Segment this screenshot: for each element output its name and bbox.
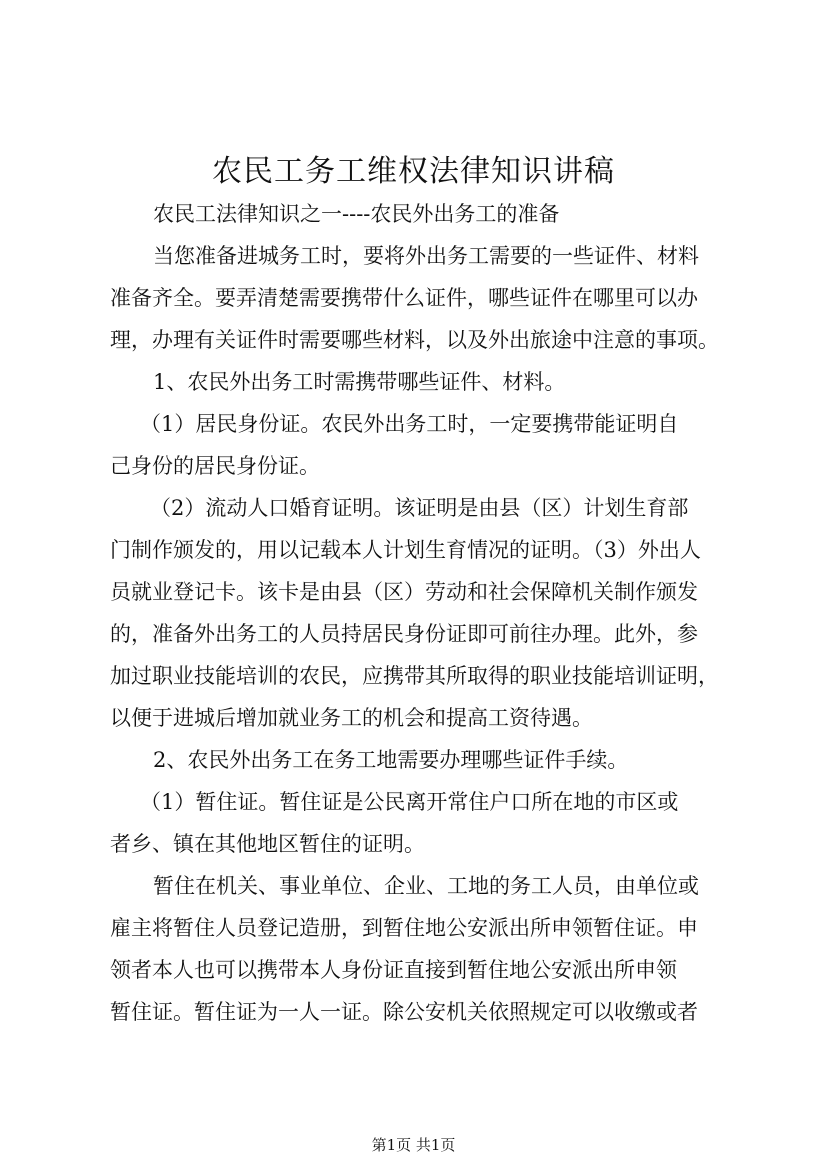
paragraph-line: 准备齐全。要弄清楚需要携带什么证件，哪些证件在哪里可以办: [110, 286, 698, 310]
paragraph-line: 暂住证。暂住证为一人一证。除公安机关依照规定可以收缴或者: [110, 1000, 698, 1024]
paragraph-line: 者乡、镇在其他地区暂住的证明。: [110, 832, 425, 856]
paragraph-line: （1）暂住证。暂住证是公民离开常住户口所在地的市区或: [140, 790, 679, 814]
paragraph-line: 暂住在机关、事业单位、企业、工地的务工人员，由单位或: [153, 874, 699, 898]
paragraph-line: 加过职业技能培训的农民，应携带其所取得的职业技能培训证明，: [110, 664, 719, 688]
page-footer: 第1页 共1页: [371, 1136, 456, 1154]
paragraph-line: 1、农民外出务工时需携带哪些证件、材料。: [153, 370, 566, 394]
paragraph-line: 己身份的居民身份证。: [110, 454, 320, 478]
paragraph-line: 领者本人也可以携带本人身份证直接到暂住地公安派出所申领: [110, 958, 677, 982]
paragraph-line: 当您准备进城务工时，要将外出务工需要的一些证件、材料: [153, 244, 699, 268]
paragraph-line: 以便于进城后增加就业务工的机会和提高工资待遇。: [110, 706, 593, 730]
paragraph-line: 的，准备外出务工的人员持居民身份证即可前往办理。此外，参: [110, 622, 698, 646]
paragraph-line: 2、农民外出务工在务工地需要办理哪些证件手续。: [153, 748, 629, 772]
paragraph-line: 门制作颁发的，用以记载本人计划生育情况的证明。（3）外出人: [110, 538, 701, 562]
paragraph-line: 雇主将暂住人员登记造册，到暂住地公安派出所申领暂住证。申: [110, 916, 698, 940]
paragraph-line: 员就业登记卡。该卡是由县（区）劳动和社会保障机关制作颁发: [110, 580, 698, 604]
document-title: 农民工务工维权法律知识讲稿: [212, 154, 615, 189]
paragraph-line: （1）居民身份证。农民外出务工时，一定要携带能证明自: [140, 412, 679, 436]
paragraph-line: （2）流动人口婚育证明。该证明是由县（区）计划生育部: [150, 496, 689, 520]
paragraph-line: 农民工法律知识之一----农民外出务工的准备: [153, 202, 560, 226]
paragraph-line: 理，办理有关证件时需要哪些材料，以及外出旅途中注意的事项。: [110, 328, 719, 352]
